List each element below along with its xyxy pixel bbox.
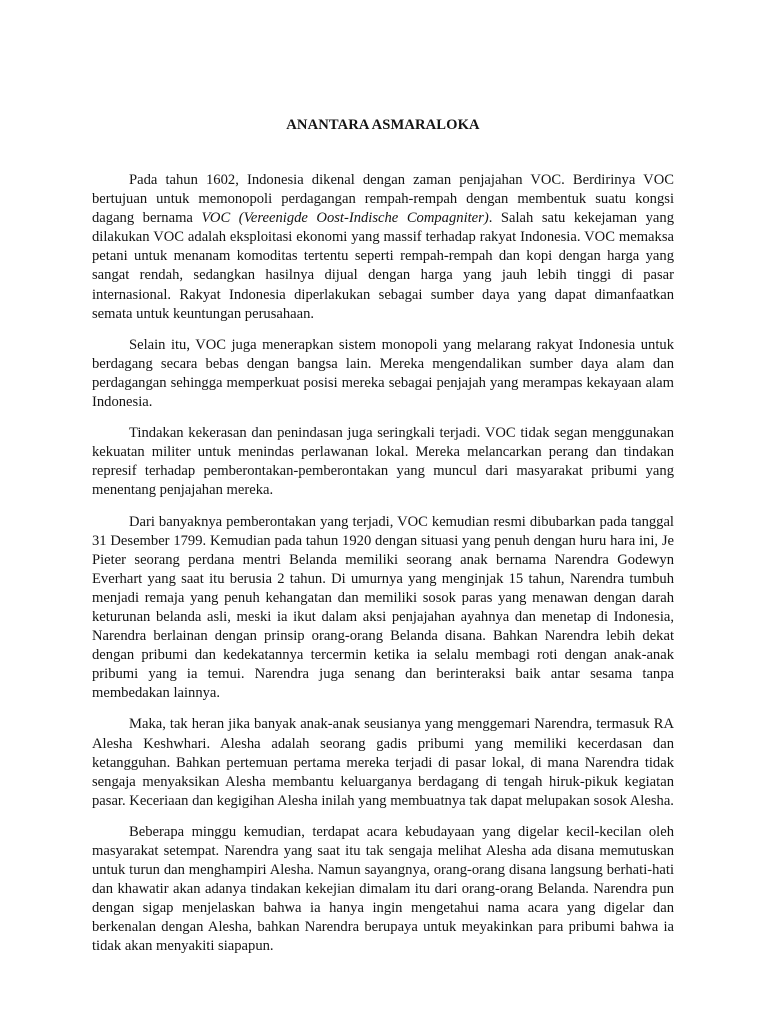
- paragraph-3: Tindakan kekerasan dan penindasan juga seringkali terjadi. VOC tidak segan menggunakan kekuatan militer untuk menindas perlawanan lokal. Mereka melancarkan perang dan tindakan represif terhadap pemberontakan-pemberontakan yang muncul dari masyarakat pribumi yang menentang penjajahan mereka.: [92, 425, 674, 499]
- paragraph-1-text-before: Pada tahun 1602, Indonesia dikenal dengan zaman penjajahan VOC. Berdirinya VOC bertujuan untuk memonopoli perdagangan rempah-rempah dengan membentuk suatu kongsi dagang bernama: [92, 172, 674, 227]
- document-body: [92, 171, 674, 969]
- paragraph-2: Selain itu, VOC juga menerapkan sistem monopoli yang melarang rakyat Indonesia untuk berdagang secara bebas dengan bangsa lain. Mereka mengendalikan sumber daya alam dan perdagangan sehingga memperkuat posisi mereka sebagai penjajah yang merampas kekayaan alam Indonesia.: [92, 336, 674, 411]
- paragraph-1-text-after: . Salah satu kekejaman yang dilakukan VOC adalah eksploitasi ekonomi yang massif terhadap rakyat Indonesia. VOC memaksa petani untuk menanam komoditas tertentu seperti rempah-rempah dan kopi dengan harga yang sangat rendah, sedangkan hasilnya dijual dengan harga yang jauh lebih tinggi di pasar internasional. Rakyat Indonesia diperlakukan sebagai sumber daya yang dapat dimanfaatkan semata untuk keuntungan perusahaan.: [92, 210, 674, 322]
- document-title: ANANTARA ASMARALOKA: [286, 117, 480, 133]
- paragraph-5: Maka, tak heran jika banyak anak-anak seusianya yang menggemari Narendra, termasuk RA Alesha Keshwhari. Alesha adalah seorang gadis pribumi yang memiliki kecerdasan dan ketangguhan. Bahkan pertemuan pertama mereka terjadi di pasar lokal, di mana Narendra tidak sengaja menyaksikan Alesha membantu keluarganya berdagang di tengah hiruk-pikuk kegiatan pasar. Keceriaan dan kegigihan Alesha inilah yang membuatnya tak dapat melupakan sosok Alesha.: [92, 716, 674, 809]
- paragraph-6: Beberapa minggu kemudian, terdapat acara kebudayaan yang digelar kecil-kecilan oleh masyarakat setempat. Narendra yang saat itu tak sengaja melihat Alesha ada disana memutuskan untuk turun dan menghampiri Alesha. Namun sayangnya, orang-orang disana langsung berhati-hati dan khawatir akan adanya tindakan kekejian dimalam itu dari orang-orang Belanda. Narendra pun dengan sigap menjelaskan bahwa ia hanya ingin mengetahui nama acara yang digelar dan berkenalan dengan Alesha, bahkan Narendra berupaya untuk meyakinkan para pribumi bahwa ia tidak akan menyakiti siapapun.: [92, 823, 674, 955]
- paragraph-1: [92, 171, 674, 324]
- paragraph-4: Dari banyaknya pemberontakan yang terjadi, VOC kemudian resmi dibubarkan pada tanggal 31 Desember 1799. Kemudian pada tahun 1920 dengan situasi yang penuh dengan huru hara ini, Je Pieter seorang perdana mentri Belanda memiliki seorang anak bernama Narendra Godewyn Everhart yang saat itu berusia 2 tahun. Di umurnya yang menginjak 15 tahun, Narendra tumbuh menjadi remaja yang penuh kehangatan dan memiliki sosok paras yang menawan dengan darah keturunan belanda asli, meski ia ikut dalam aksi penjajahan ayahnya dan menetap di Indonesia, Narendra berlainan dengan prinsip orang-orang Belanda disana. Bahkan Narendra lebih dekat dengan pribumi dan kedekatannya tercermin ketika ia selalu membagi roti dengan anak-anak pribumi yang ia temui. Narendra juga senang dan berinteraksi baik antar sesama tanpa membedakan lainnya.: [92, 513, 674, 702]
- paragraph-1-italic-term: VOC (Vereenigde Oost-Indische Compagniter): [201, 210, 489, 227]
